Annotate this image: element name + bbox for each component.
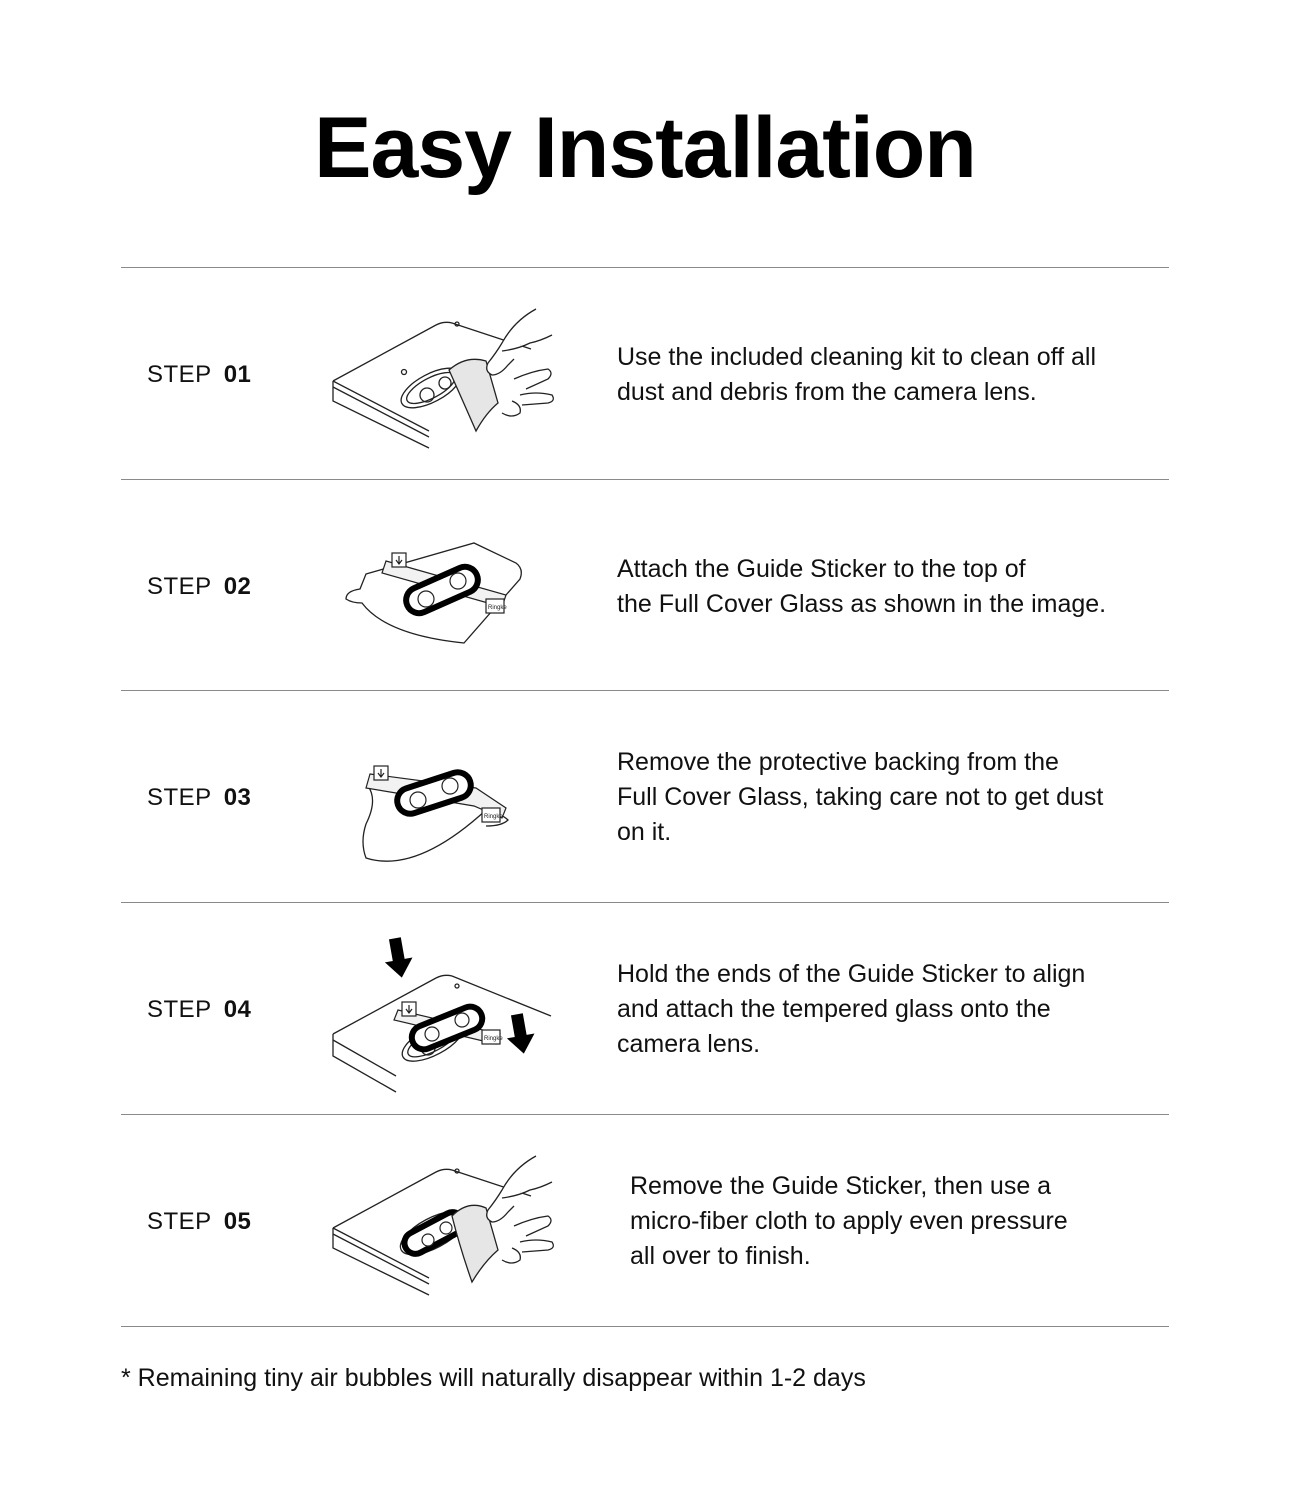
footnote: * Remaining tiny air bubbles will naturally disappear within 1-2 days	[121, 1364, 866, 1392]
step-number: 05	[223, 1207, 252, 1235]
sticker-brand-label: Ringke	[484, 1036, 503, 1042]
step-4	[121, 904, 1169, 1115]
sticker-brand-label: Ringke	[484, 814, 503, 820]
step-description: Remove the Guide Sticker, then use a micro-fiber cloth to apply even pressure all over to finish.	[630, 1172, 1068, 1270]
step-word: STEP	[147, 783, 212, 811]
step-description: Attach the Guide Sticker to the top of the Full Cover Glass as shown in the image.	[617, 554, 1107, 618]
step-2	[121, 481, 1169, 692]
press-with-cloth-illustration	[326, 1138, 566, 1306]
step-5	[121, 1116, 1169, 1327]
step-word: STEP	[147, 1207, 212, 1235]
step-word: STEP	[147, 572, 212, 600]
step-description: Hold the ends of the Guide Sticker to align and attach the tempered glass onto the camera lens.	[617, 960, 1086, 1058]
step-label	[147, 481, 251, 692]
peel-backing-illustration	[326, 714, 566, 882]
step-number: 04	[223, 995, 252, 1023]
step-word: STEP	[147, 360, 212, 388]
page-title: Easy Installation	[314, 100, 976, 196]
step-word: STEP	[147, 995, 212, 1023]
step-3	[121, 692, 1169, 903]
step-description: Remove the protective backing from the Full Cover Glass, taking care not to get dust on it.	[617, 748, 1104, 846]
step-label	[147, 269, 251, 480]
divider	[121, 267, 1169, 268]
step-number: 03	[223, 783, 252, 811]
step-label	[147, 692, 251, 903]
step-label	[147, 904, 251, 1115]
step-number: 01	[223, 360, 252, 388]
guide-sticker-on-glass-illustration	[326, 503, 566, 671]
step-number: 02	[223, 572, 252, 600]
step-1	[121, 269, 1169, 480]
step-description: Use the included cleaning kit to clean off all dust and debris from the camera lens.	[617, 342, 1097, 406]
sticker-brand-label: Ringke	[488, 605, 507, 611]
align-glass-with-arrows-illustration	[326, 926, 566, 1094]
cleaning-phone-camera-illustration	[326, 291, 566, 459]
step-label	[147, 1116, 251, 1327]
